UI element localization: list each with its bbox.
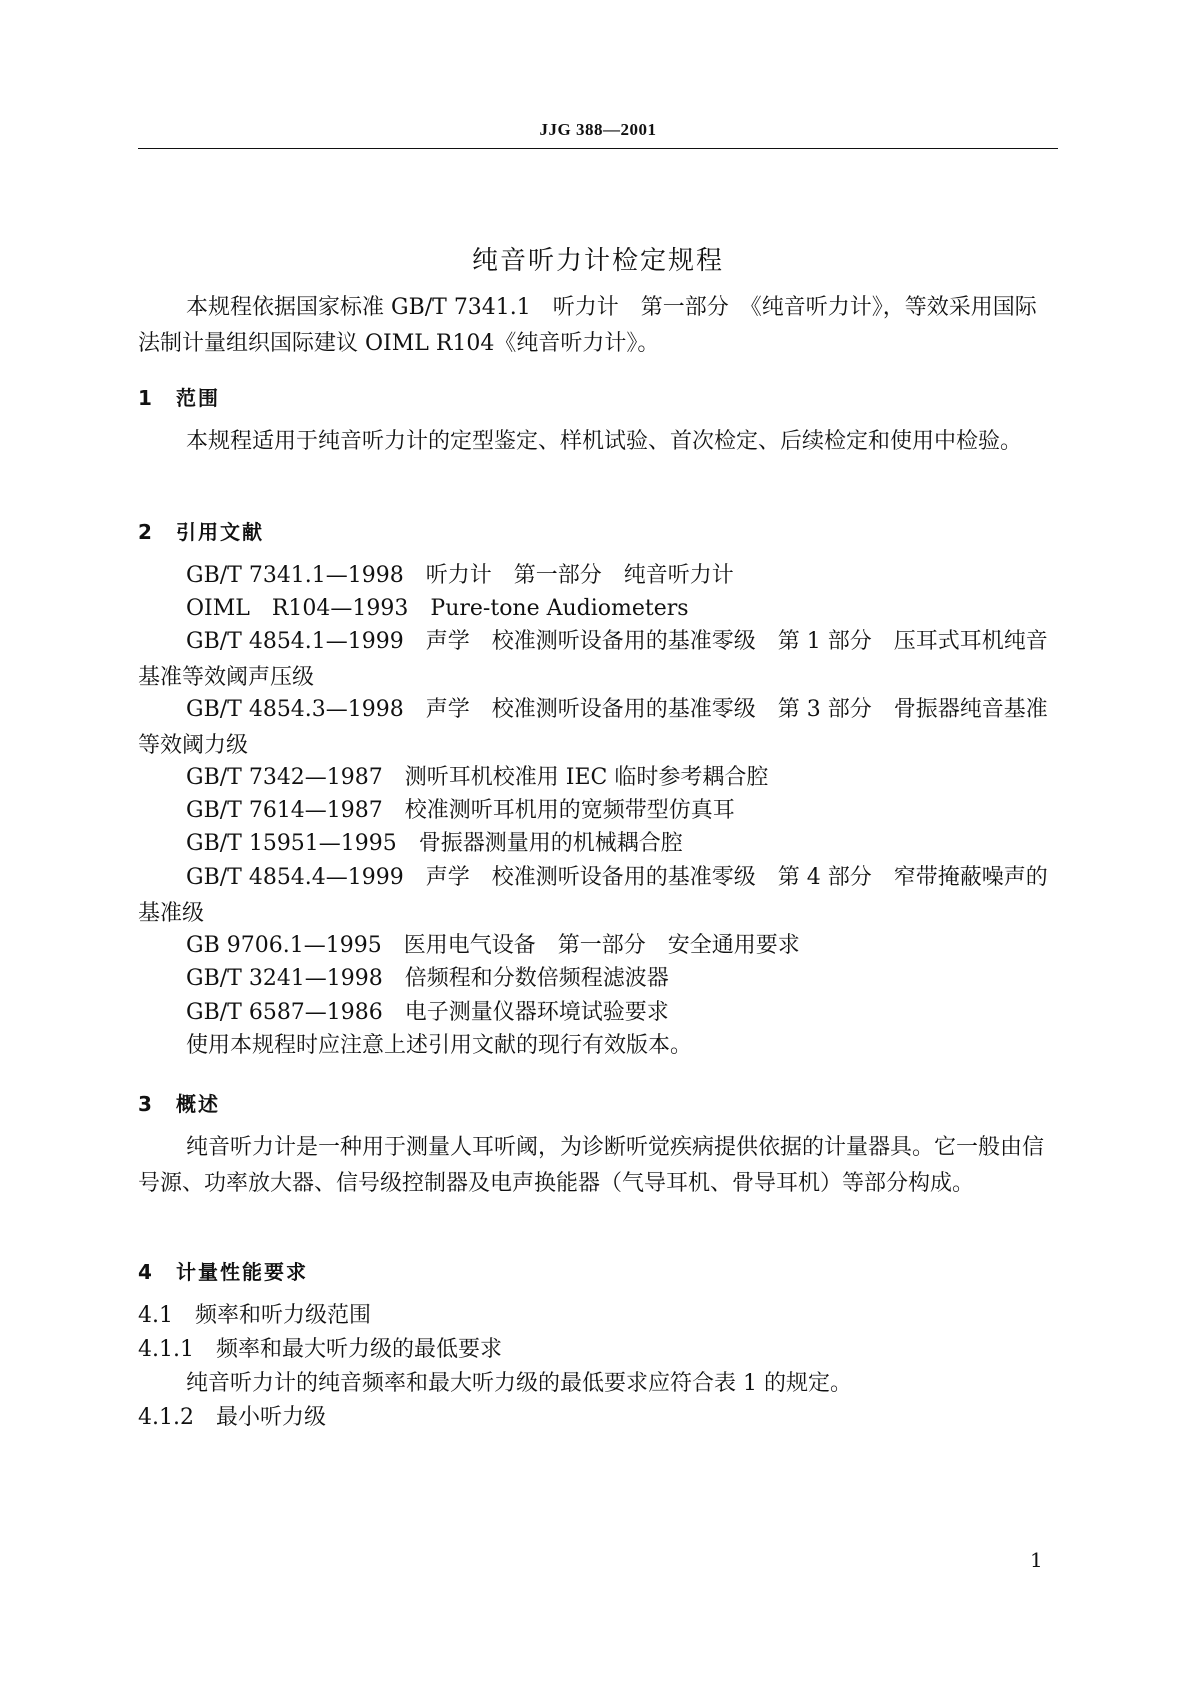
section-3-heading (138, 1088, 220, 1117)
reference-item: GB 9706.1—1995 医用电气设备 第一部分 安全通用要求 (186, 933, 800, 958)
section-3-body: 纯音听力计是一种用于测量人耳听阈，为诊断听觉疾病提供依据的计量器具。它一般由信号源、功率放大器、信号级控制器及电声换能器（气导耳机、骨导耳机）等部分构成。 (138, 1135, 1045, 1196)
subsection-4-1-2: 4.1.2 最小听力级 (138, 1405, 326, 1430)
reference-item: GB/T 4854.3—1998 声学 校准测听设备用的基准零级 第 3 部分 骨振器纯音基准等效阈力级 (138, 697, 1048, 758)
section-4-number: 4 (138, 1260, 154, 1284)
reference-item: OIML R104—1993 Pure-tone Audiometers (186, 596, 689, 621)
intro-paragraph: 本规程依据国家标准 GB/T 7341.1 听力计 第一部分 《纯音听力计》，等效采用国际法制计量组织国际建议 OIML R104《纯音听力计》。 (138, 295, 1037, 356)
reference-item: GB/T 4854.1—1999 声学 校准测听设备用的基准零级 第 1 部分 压耳式耳机纯音基准等效阈声压级 (138, 629, 1048, 690)
standard-code-header: JJG 388—2001 (539, 120, 657, 139)
section-2-heading (138, 516, 264, 545)
section-1-body: 本规程适用于纯音听力计的定型鉴定、样机试验、首次检定、后续检定和使用中检验。 (186, 429, 1023, 454)
header-rule (138, 148, 1058, 149)
document-title: 纯音听力计检定规程 (471, 246, 724, 276)
reference-item: GB/T 15951—1995 骨振器测量用的机械耦合腔 (186, 831, 683, 856)
reference-item: GB/T 7614—1987 校准测听耳机用的宽频带型仿真耳 (186, 798, 735, 823)
subsection-4-1-1-body: 纯音听力计的纯音频率和最大听力级的最低要求应符合表 1 的规定。 (186, 1371, 852, 1396)
section-3-title: 概述 (176, 1092, 220, 1116)
reference-item: GB/T 7342—1987 测听耳机校准用 IEC 临时参考耦合腔 (186, 765, 769, 790)
section-1-title: 范围 (176, 386, 220, 410)
reference-item: GB/T 6587—1986 电子测量仪器环境试验要求 (186, 1000, 669, 1025)
section-3-number: 3 (138, 1092, 154, 1116)
reference-item: GB/T 4854.4—1999 声学 校准测听设备用的基准零级 第 4 部分 窄带掩蔽噪声的基准级 (138, 865, 1048, 926)
references-note: 使用本规程时应注意上述引用文献的现行有效版本。 (186, 1033, 693, 1058)
section-1-number: 1 (138, 386, 154, 410)
subsection-4-1-1: 4.1.1 频率和最大听力级的最低要求 (138, 1337, 502, 1362)
reference-item: GB/T 7341.1—1998 听力计 第一部分 纯音听力计 (186, 563, 734, 588)
page-number: 1 (1030, 1548, 1043, 1572)
reference-item: GB/T 3241—1998 倍频程和分数倍频程滤波器 (186, 966, 669, 991)
section-2-title: 引用文献 (176, 520, 264, 544)
section-2-number: 2 (138, 520, 154, 544)
subsection-4-1: 4.1 频率和听力级范围 (138, 1303, 371, 1328)
section-4-heading (138, 1256, 308, 1285)
section-1-heading (138, 382, 220, 411)
section-4-title: 计量性能要求 (176, 1260, 308, 1284)
